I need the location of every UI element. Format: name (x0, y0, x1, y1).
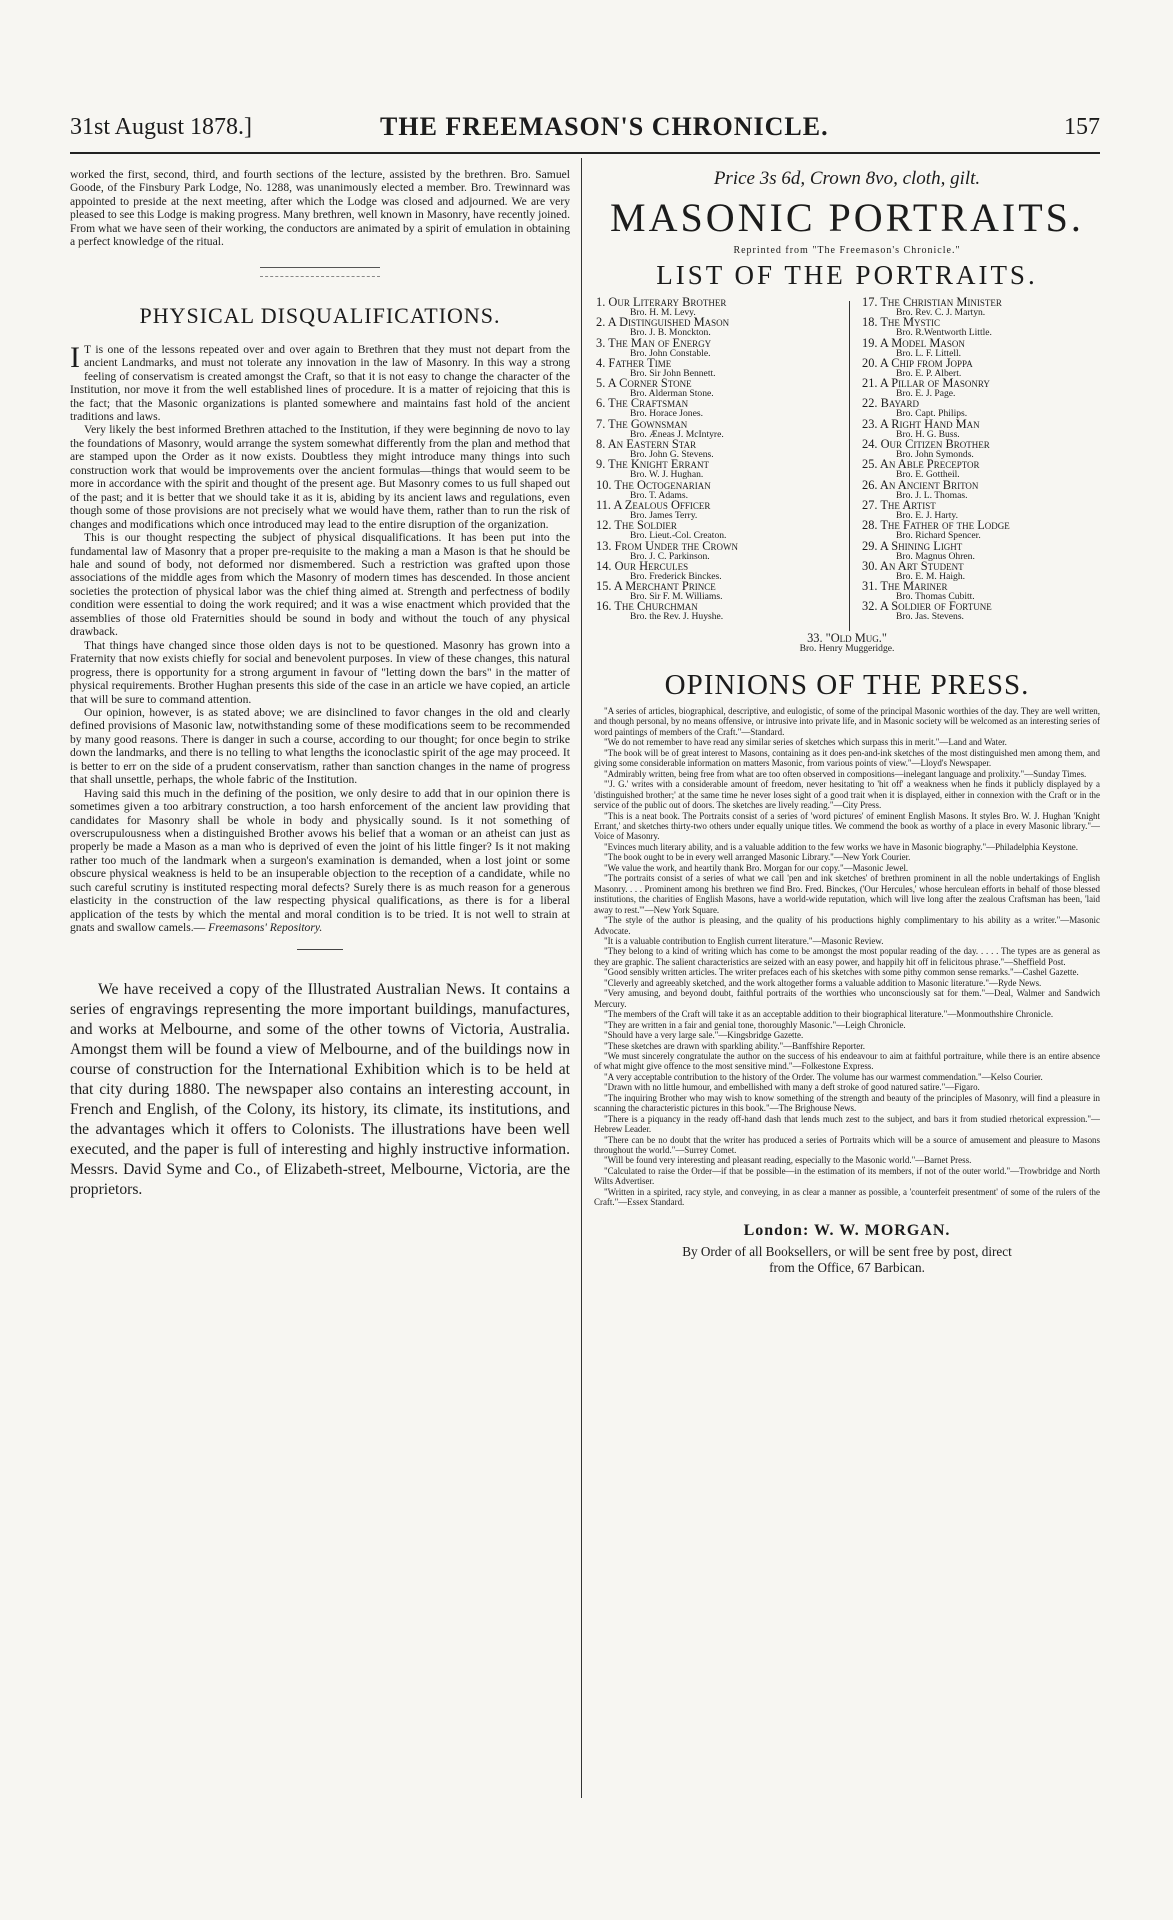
press-quote: "Drawn with no little humour, and embellished with many a deft stroke of good natured satire."—Figaro. (604, 1082, 980, 1093)
portrait-entry (596, 416, 836, 440)
column-divider (581, 158, 582, 1798)
portrait-entry (862, 601, 1102, 621)
press-quote: "We value the work, and heartily thank Bro. Morgan for our copy."—Masonic Jewel. (604, 862, 909, 873)
australian-news-paragraph: We have received a copy of the Illustrated Australian News. It contains a series of engravings representing the more important buildings, manufactures, and works at Melbourne, and some of the other towns of Victoria, Australia. Amongst them will be found a view of Melbourne, and of the buildings now in course of construction for the International Exhibition which is to be held at that city during 1880. The newspaper also contains an interesting account, in French and English, of the Colony, its history, its climate, its institutions, and the advantages which it offers to Colonists. The illustrations have been well executed, and the paper is full of interesting and highly instructive information. Messrs. David Syme and Co., of Elizabeth-street, Melbourne, Victoria, are the proprietors. (70, 980, 570, 1198)
portrait-entry (596, 601, 836, 621)
press-quote: "The members of the Craft will take it as an acceptable addition to their biographical literature."—Monmouthshire Chronicle. (604, 1009, 1054, 1020)
article-paragraph: Very likely the best informed Brethren attached to the Institution, if they were beginning de novo to lay the foundations of Masonry, would arrange the system somewhat differently from the plan and method that are stamped upon the Order as it now exists. Doubtless they might introduce many things into such construction work that would be improvements over the ancient formulas—things that would seem to be more in accordance with the spirit and thought of the present age. But Masonry comes to us full shaped out of the past; and it is better that we should take it as it is, abiding by its ancient laws and regulations, even though some of those provisions are not precisely what we would have them, rather than to run the risk of changes and modifications which once introduced may lead to the entire disruption of the organization. (70, 423, 570, 531)
portrait-subject: Bro. Thomas Cubitt. (896, 591, 975, 603)
portrait-subject: Bro. Sir F. M. Williams. (630, 591, 723, 603)
portrait-subject: Bro. W. J. Hughan. (630, 469, 704, 481)
portrait-subject: Bro. R.Wentworth Little. (896, 327, 992, 339)
portrait-entry (596, 355, 836, 379)
portrait-entry (596, 477, 836, 501)
portrait-entry (596, 558, 836, 582)
portrait-subject: Bro. Rev. C. J. Martyn. (896, 307, 986, 318)
press-quote: "Should have a very large sale."—Kingsbridge Gazette. (604, 1030, 804, 1041)
portrait-list-right (862, 297, 1102, 622)
press-quote: "Cleverly and agreeably sketched, and the work altogether forms a valuable addition to Masonic literature."—Ryde News. (604, 977, 1042, 988)
portrait-subject: Bro. James Terry. (630, 509, 698, 521)
portrait-list-divider (849, 301, 850, 631)
drop-cap: I (70, 340, 80, 374)
portrait-entry (862, 335, 1102, 359)
ornament-divider (260, 267, 380, 277)
portrait-subject: Bro. John Constable. (630, 347, 711, 359)
portrait-title: 25. An Able Preceptor (862, 457, 980, 472)
portrait-entry (862, 355, 1102, 379)
portrait-entry (862, 581, 1102, 601)
press-quote: "This is a neat book. The Portraits consist of a series of 'word pictures' of eminent English Masons. It styles Bro. W. J. Hughan 'Knight Errant,' and sketches thirty-two others under equally unique titles. We commend the book as worthy of a place in every Masonic library."—Voice of Masonry. (594, 810, 1100, 842)
portrait-title: 1. Our Literary Brother (596, 295, 727, 309)
reprint-note: Reprinted from "The Freemason's Chronicle." (733, 245, 961, 256)
press-quote: "The book will be of great interest to Masons, containing as it does pen-and-ink sketches of the most distinguished men among them, and giving some considerable information on matters Masonic, from various points of view."—Lloyd's Newspaper. (594, 747, 1100, 769)
press-quote: "Calculated to raise the Order—if that be possible—in the estimation of its members, if not of the outer world."—Trowbridge and North Wilts Advertiser. (594, 1165, 1100, 1187)
portrait-subject: Bro. H. G. Buss. (896, 428, 960, 440)
press-quote: "Admirably written, being free from what are too often observed in compositions—inelegant language and prolixity."—Sunday Times. (604, 768, 1087, 779)
portrait-subject: Bro. Magnus Ohren. (896, 550, 975, 562)
portrait-entry (596, 335, 836, 359)
portrait-title: 20. A Chip from Joppa (862, 355, 973, 370)
portrait-title: 28. The Father of the Lodge (862, 518, 1010, 533)
portrait-subject: Bro. E. J. Harty. (896, 509, 958, 521)
order-line: By Order of all Booksellers, or will be sent free by post, direct (682, 1243, 1012, 1259)
publisher-line: London: W. W. MORGAN. (743, 1221, 951, 1239)
portrait-subject: Bro. Alderman Stone. (630, 388, 714, 400)
press-quote: "These sketches are drawn with sparkling ability."—Banffshire Reporter. (604, 1040, 865, 1051)
press-quote: "We must sincerely congratulate the author on the success of his endeavour to aim at faithful portraiture, while there is an entire absence of what might give offence to the most sensitive mind."—Folkestone Express. (594, 1050, 1100, 1072)
press-quote: "'J. G.' writes with a considerable amount of freedom, never hesitating to 'hit off' a weakness when he finds it publicly displayed by a 'distinguished brother;' at the same time he never loses sight of a good trait when it is displayed, either in connexion with the Craft or in the service of the public out of doors. The sketches are lively reading."—City Press. (594, 779, 1100, 811)
portrait-entry (862, 398, 1102, 418)
portrait-title: 9. The Knight Errant (596, 457, 709, 472)
portrait-entry (596, 581, 836, 601)
portrait-title: 29. A Shining Light (862, 538, 963, 553)
portrait-title: 23. A Right Hand Man (862, 416, 980, 431)
portrait-entry (862, 378, 1102, 398)
portrait-entry (862, 459, 1102, 479)
press-quote: "Very amusing, and beyond doubt, faithful portraits of the worthies who unconsciously sat for them."—Deal, Walmer and Sandwich Mercury. (594, 988, 1100, 1009)
portrait-title: 15. A Merchant Prince (596, 579, 716, 594)
press-quote: "A series of articles, biographical, descriptive, and eulogistic, of some of the principal Masonic worthies of the day. They are well written, and though personal, by no means offensive, or intrusive into private life, and in Masonic society will be welcomed as an interesting series of word paintings of members of the Craft."—Standard. (594, 706, 1100, 737)
portrait-subject: Bro. L. F. Littell. (896, 347, 962, 359)
portrait-subject: Bro. Jas. Stevens. (896, 611, 964, 623)
newspaper-title: THE FREEMASON'S CHRONICLE. (380, 112, 829, 141)
press-quote: "The inquiring Brother who may wish to know something of the strength and beauty of the principles of Masonry, will find a pleasure in scanning the characteristic pictures in this book."—The Brighouse News. (594, 1092, 1100, 1114)
press-quote: "There can be no doubt that the writer has produced a series of Portraits which will be a source of amusement and pleasure to Masons throughout the world."—Surrey Comet. (594, 1134, 1100, 1156)
portrait-entry (596, 459, 836, 479)
portrait-title: 31. The Mariner (862, 579, 948, 594)
portrait-title: 30. An Art Student (862, 558, 964, 573)
portrait-subject: Bro. E. Gottheil. (896, 469, 960, 481)
press-quote: "They belong to a kind of writing which has come to be amongst the most popular reading of the day. . . . . The types are as general as they are graphic. The salient characteristics are seized with an easy power, and happily hit off in felicitous phrase."—Sheffield Post. (594, 946, 1100, 967)
book-title: MASONIC PORTRAITS. (610, 195, 1084, 240)
portrait-subject: Bro. Horace Jones. (630, 408, 703, 420)
portrait-title: 33. "Old Mug." (807, 631, 887, 645)
portrait-entry (596, 317, 836, 337)
portrait-subject: Bro. J. L. Thomas. (896, 489, 968, 501)
price-line: Price 3s 6d, Crown 8vo, cloth, gilt. (713, 168, 981, 189)
press-quote: "Written in a spirited, racy style, and conveying, in as clear a manner as possible, a 'counterfeit presentment' of some of the rulers of the Craft."—Essex Standard. (594, 1186, 1100, 1208)
portrait-entry (596, 497, 836, 521)
portrait-subject: Bro. E. P. Albert. (896, 367, 962, 379)
portrait-title: 11. A Zealous Officer (596, 497, 711, 512)
portrait-title: 10. The Octogenarian (596, 477, 711, 492)
portrait-entry (596, 520, 836, 540)
portrait-title: 8. An Eastern Star (596, 437, 697, 452)
portrait-entry (596, 398, 836, 418)
portrait-entry (862, 297, 1102, 317)
portrait-subject: Bro. Richard Spencer. (896, 530, 981, 542)
portrait-title: 14. Our Hercules (596, 558, 689, 573)
portrait-entry (596, 439, 836, 459)
page-header (70, 112, 1100, 154)
list-heading: LIST OF THE PORTRAITS. (656, 260, 1038, 290)
portrait-subject: Bro. H. M. Levy. (630, 307, 696, 318)
portrait-list (594, 297, 1100, 647)
portrait-title: 32. A Soldier of Fortune (862, 599, 992, 614)
press-quote: "Good sensibly written articles. The writer prefaces each of his sketches with some pithy common sense remarks."—Cashel Gazette. (604, 967, 1079, 978)
portrait-subject: Bro. J. B. Monckton. (630, 327, 711, 339)
article-paragraph: Our opinion, however, is as stated above; we are disinclined to favor changes in the old and clearly defined provisions of Masonic law, notwithstanding some of these modifications seem to be recommended by many good reasons. There is danger in such a course, according to our thought; for once begin to strike down the landmarks, and there is no telling to what lengths the iconoclastic spirit of the age may proceed. It is better to err on the side of a prudent conservatism, rather than sanction changes in the name of progress that shall unsettle, perhaps, the whole fabric of the Institution. (70, 705, 571, 787)
article-paragraph: This is our thought respecting the subject of physical disqualifications. It has been put into the fundamental law of Masonry that a proper pre-requisite to the making a man a Mason is that he should be hale and sound of body, not deformed nor dismembered. Such a restriction was grafted upon those associations of the middle ages from which the Masonry of modern times has descended. In those ancient societies the protection of physical labor was the chief thing aimed at. Strength and perfectness of bodily condition were essential to doing the work required; and it was a wise enactment which provided that the assemblies of those old Fraternities should be sound in body and without the touch of any physical drawback. (70, 531, 570, 639)
portrait-subject: Bro. Capt. Philips. (896, 408, 968, 420)
portrait-title: 7. The Gownsman (596, 416, 688, 431)
portrait-title: 17. The Christian Minister (862, 295, 1002, 309)
portrait-entry (596, 538, 836, 562)
press-quote: "There is a piquancy in the ready off-hand dash that lends much zest to the subject, and bars it from studied rhetorical expression."—Hebrew Leader. (594, 1113, 1100, 1135)
left-column (70, 168, 570, 1200)
portrait-subject: Bro. John G. Stevens. (630, 449, 714, 461)
portrait-title: 16. The Churchman (596, 599, 698, 614)
press-opinions (594, 706, 1100, 1208)
page-number: 157 (1064, 114, 1100, 140)
right-column (594, 168, 1100, 1276)
portrait-subject: Bro. Sir John Bennett. (630, 367, 716, 379)
portrait-title: 18. The Mystic (862, 315, 941, 330)
press-quote: "Will be found very interesting and pleasant reading, especially to the Masonic world."—Barnet Press. (604, 1155, 972, 1166)
portrait-subject: Bro. Æneas J. McIntyre. (630, 428, 724, 440)
portrait-title: 12. The Soldier (596, 518, 677, 533)
issue-date: 31st August 1878.] (70, 114, 253, 140)
portrait-title: 6. The Craftsman (596, 396, 689, 411)
portrait-title: 5. A Corner Stone (596, 376, 692, 391)
order-address: from the Office, 67 Barbican. (769, 1259, 925, 1275)
portrait-subject: Bro. Frederick Binckes. (630, 570, 722, 582)
portrait-subject: Bro. Lieut.-Col. Creaton. (630, 530, 727, 542)
portrait-title: 22. Bayard (862, 396, 920, 411)
portrait-subject: Bro. T. Adams. (630, 489, 689, 501)
portrait-subject: Bro. the Rev. J. Huyshe. (630, 611, 724, 623)
portrait-title: 13. From Under the Crown (596, 538, 738, 553)
portrait-title: 21. A Pillar of Masonry (862, 376, 990, 391)
lodge-report-paragraph: worked the first, second, third, and fourth sections of the lecture, assisted by the brethren. Bro. Samuel Goode, of the Finsbury Park Lodge, No. 1288, was unanimously elected a member. Bro. Trewinnard was appointed to preside at the next meeting, after which the Lodge was closed and adjourned. We are very pleased to see this Lodge is making progress. Many brethren, well known in Masonry, have recently joined. From what we have seen of their working, the conductors are animated by a spirit of emulation in obtaining a perfect knowledge of the ritual. (70, 168, 570, 249)
article-source: Freemasons' Repository. (208, 921, 323, 935)
portrait-entry (862, 477, 1102, 501)
portrait-title: 4. Father Time (596, 355, 672, 370)
portrait-title: 2. A Distinguished Mason (596, 315, 730, 330)
portrait-entry (596, 378, 836, 398)
portrait-entry (596, 297, 836, 317)
portrait-entry (862, 558, 1102, 582)
short-divider (297, 949, 343, 950)
article-body (70, 340, 571, 935)
portrait-subject: Bro. John Symonds. (896, 449, 974, 461)
portrait-list-left (596, 297, 836, 622)
portrait-subject: Bro. E. M. Haigh. (896, 570, 966, 582)
press-quote: "The style of the author is pleasing, and the quality of his productions highly complimentary to his ability as a writer."—Masonic Advocate. (594, 915, 1100, 936)
portrait-title: 24. Our Citizen Brother (862, 437, 990, 452)
portrait-entry (862, 317, 1102, 337)
press-quote: "The portraits consist of a series of what we call 'pen and ink sketches' of brethren prominent in all the noble undertakings of English Masonry. . . . Prominent among his brethren we find Bro. Fred. Binckes, ('Our Hercules,' whose herculean efforts in behalf of those blessed institutions, the charities of English Masons, have a world-wide reputation, which will live long after the zealous Craftsman has been, 'laid away to rest.'"—New York Square. (594, 873, 1100, 915)
opinions-heading: OPINIONS OF THE PRESS. (664, 669, 1030, 701)
article-paragraph: That things have changed since those olden days is not to be questioned. Masonry has grown into a Fraternity that now exists chiefly for social and benevolent purposes. In view of these changes, this natural progress, there is opportunity for a strong argument in favour of "letting down the bars" in the matter of physical requirements. Brother Hughan presents this side of the case in an article we have copied, an article that will be sure to command attention. (70, 638, 570, 706)
press-quote: "We do not remember to have read any similar series of sketches which surpass this in merit."—Land and Water. (604, 737, 1007, 748)
portrait-subject: Bro. Henry Muggeridge. (799, 643, 895, 654)
portrait-entry (862, 416, 1102, 440)
portrait-subject: Bro. J. C. Parkinson. (630, 550, 710, 562)
press-quote: "The book ought to be in every well arranged Masonic Library."—New York Courier. (604, 852, 911, 863)
press-quote: "It is a valuable contribution to English current literature."—Masonic Review. (604, 935, 884, 946)
portrait-entry (862, 538, 1102, 562)
portrait-entry (862, 520, 1102, 540)
portrait-title: 27. The Artist (862, 497, 936, 512)
portrait-title: 26. An Ancient Briton (862, 477, 979, 492)
portrait-entry (862, 497, 1102, 521)
article-paragraph: I T is one of the lessons repeated over and over again to Brethren that they must not depart from the ancient Landmarks, and must not tolerate any innovation in the law of Masonry. In this way a strong feeling of conservatism is created amongst the Craft, so that it is not easy to change the character of the Institution, nor move it from the well established lines of procedure. It is a matter of rejoicing that this is the fact; that the Masonic organizations is planted somewhere and maintains fast hold of the ancient traditions and laws. (70, 340, 570, 423)
portrait-title: 19. A Model Mason (862, 335, 965, 350)
press-quote: "Evinces much literary ability, and is a valuable addition to the few works we have in Masonic biography."—Philadelphia Keystone. (604, 841, 1078, 852)
press-quote: "A very acceptable contribution to the history of the Order. The volume has our warmest commendation."—Kelso Courier. (604, 1071, 1043, 1082)
article-heading: PHYSICAL DISQUALIFICATIONS. (139, 302, 501, 328)
portrait-title: 3. The Man of Energy (596, 335, 712, 350)
article-paragraph: Having said this much in the defining of the position, we only desire to add that in our opinion there is sometimes given a too arbitrary construction, a too harsh enforcement of the ancient law providing that candidates for Masonry shall be whole in body and physically sound. Is it not something of overscrupulousness when a distinguished Brother avows his belief that a woman or an atheist can just as properly be made a Mason as a man who is deprived of even the joint of his little finger? Is it not making rather too much of the landmark when a surgeon's examination is demanded, when a lost joint or some obscure physical weakness is held to be an insuperable objection to the reception of a candidate, while no such careful scrutiny is instituted respecting moral defects? Surely there is as much reason for a generous elasticity in the construction of the law respecting physical qualifications, as there is for a liberal application of the tests by which the mental and moral condition is to be tried. It is not well to strain at gnats and swallow camels.— Freemasons' Repository. (70, 786, 570, 935)
portrait-subject: Bro. E. J. Page. (896, 388, 956, 400)
press-quote: "They are written in a fair and genial tone, thoroughly Masonic."—Leigh Chronicle. (604, 1019, 906, 1030)
portrait-entry (862, 439, 1102, 459)
